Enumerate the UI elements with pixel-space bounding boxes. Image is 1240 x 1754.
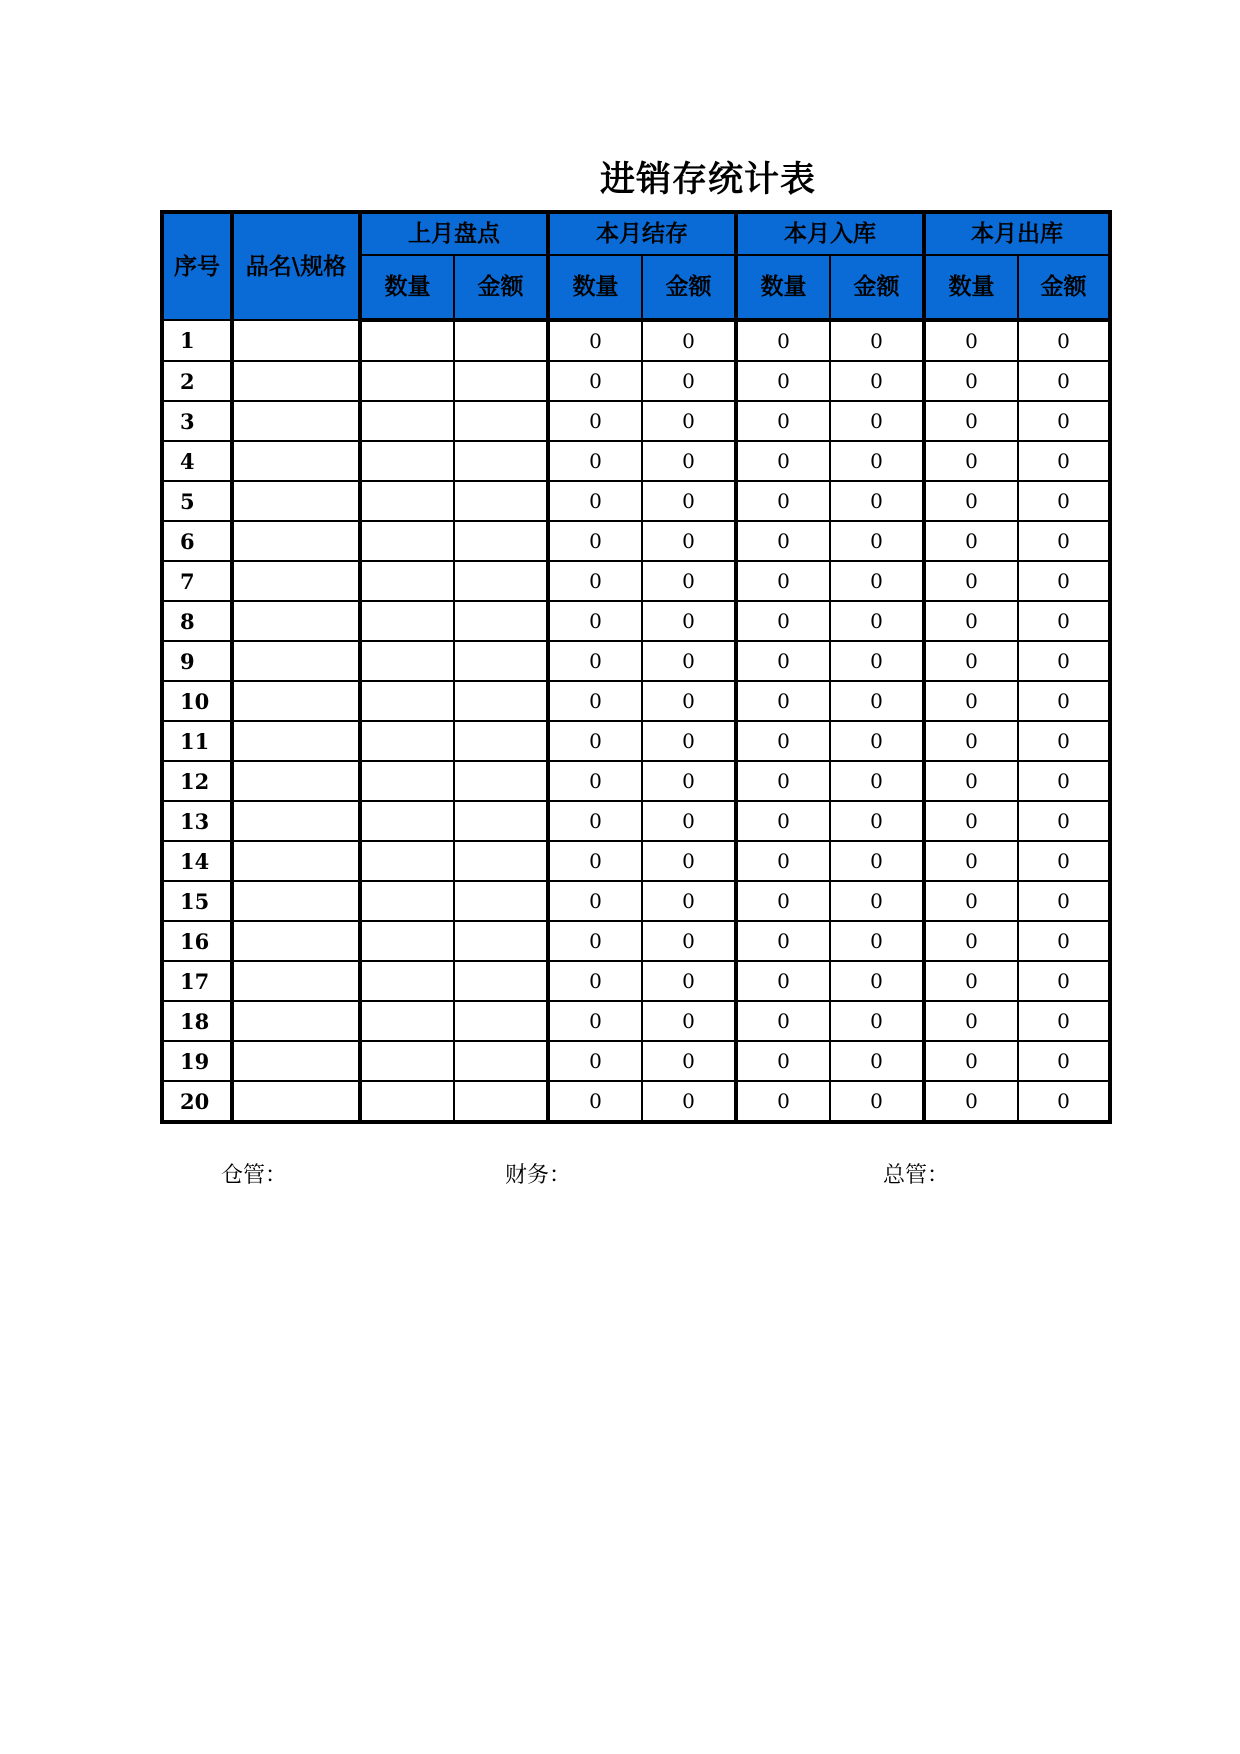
- sheet-title: 进销存统计表: [600, 159, 817, 200]
- row-seq-cell: 19: [162, 1041, 232, 1081]
- outbound-quantity-cell: 0: [924, 801, 1018, 841]
- inbound-amount-cell: 0: [830, 1001, 924, 1041]
- row-seq-cell: 13: [162, 801, 232, 841]
- table-row: [162, 681, 1110, 721]
- table-row: [162, 1081, 1110, 1122]
- balance-quantity-cell: 0: [548, 881, 642, 921]
- outbound-quantity-cell: 0: [924, 361, 1018, 401]
- row-seq-cell: 15: [162, 881, 232, 921]
- table-row: [162, 481, 1110, 521]
- balance-quantity-cell: 0: [548, 561, 642, 601]
- row-seq-cell: 10: [162, 681, 232, 721]
- inbound-amount-cell: 0: [830, 721, 924, 761]
- last-month-quantity-cell: [360, 1041, 454, 1081]
- balance-amount-cell: 0: [642, 921, 736, 961]
- balance-quantity-cell: 0: [548, 721, 642, 761]
- table-row: [162, 641, 1110, 681]
- balance-amount-cell: 0: [642, 1041, 736, 1081]
- last-month-quantity-cell: [360, 561, 454, 601]
- balance-amount-cell: 0: [642, 441, 736, 481]
- last-month-amount-cell: [454, 721, 548, 761]
- last-month-quantity-cell: [360, 801, 454, 841]
- header-amount: 金额: [642, 255, 736, 320]
- last-month-quantity-cell: [360, 1001, 454, 1041]
- last-month-amount-cell: [454, 1001, 548, 1041]
- last-month-amount-cell: [454, 561, 548, 601]
- last-month-quantity-cell: [360, 761, 454, 801]
- table-row: [162, 1041, 1110, 1081]
- inbound-amount-cell: 0: [830, 561, 924, 601]
- last-month-quantity-cell: [360, 601, 454, 641]
- row-seq-cell: 14: [162, 841, 232, 881]
- inbound-quantity-cell: 0: [736, 601, 830, 641]
- item-spec-cell: [232, 921, 360, 961]
- header-quantity: 数量: [924, 255, 1018, 320]
- outbound-quantity-cell: 0: [924, 1041, 1018, 1081]
- inbound-quantity-cell: 0: [736, 841, 830, 881]
- last-month-amount-cell: [454, 481, 548, 521]
- outbound-amount-cell: 0: [1018, 761, 1110, 801]
- last-month-quantity-cell: [360, 521, 454, 561]
- inbound-quantity-cell: 0: [736, 721, 830, 761]
- balance-amount-cell: 0: [642, 1001, 736, 1041]
- inbound-amount-cell: 0: [830, 1041, 924, 1081]
- balance-amount-cell: 0: [642, 320, 736, 361]
- outbound-quantity-cell: 0: [924, 641, 1018, 681]
- outbound-amount-cell: 0: [1018, 561, 1110, 601]
- outbound-quantity-cell: 0: [924, 561, 1018, 601]
- last-month-amount-cell: [454, 681, 548, 721]
- outbound-amount-cell: 0: [1018, 320, 1110, 361]
- inventory-table: [160, 210, 1112, 1124]
- item-spec-cell: [232, 681, 360, 721]
- inbound-quantity-cell: 0: [736, 401, 830, 441]
- header-quantity: 数量: [736, 255, 830, 320]
- inbound-quantity-cell: 0: [736, 361, 830, 401]
- table-row: [162, 921, 1110, 961]
- balance-quantity-cell: 0: [548, 761, 642, 801]
- header-group-row: [162, 212, 1110, 255]
- item-spec-cell: [232, 401, 360, 441]
- row-seq-cell: 4: [162, 441, 232, 481]
- outbound-quantity-cell: 0: [924, 841, 1018, 881]
- inbound-quantity-cell: 0: [736, 521, 830, 561]
- balance-quantity-cell: 0: [548, 681, 642, 721]
- table-row: [162, 361, 1110, 401]
- last-month-amount-cell: [454, 1041, 548, 1081]
- outbound-quantity-cell: 0: [924, 1081, 1018, 1122]
- table-row: [162, 601, 1110, 641]
- inbound-amount-cell: 0: [830, 801, 924, 841]
- balance-quantity-cell: 0: [548, 1001, 642, 1041]
- header-item-spec: 品名\规格: [232, 212, 360, 320]
- inbound-amount-cell: 0: [830, 521, 924, 561]
- item-spec-cell: [232, 761, 360, 801]
- table-row: [162, 561, 1110, 601]
- outbound-amount-cell: 0: [1018, 1001, 1110, 1041]
- outbound-amount-cell: 0: [1018, 881, 1110, 921]
- outbound-amount-cell: 0: [1018, 361, 1110, 401]
- last-month-amount-cell: [454, 761, 548, 801]
- balance-amount-cell: 0: [642, 641, 736, 681]
- last-month-quantity-cell: [360, 961, 454, 1001]
- outbound-quantity-cell: 0: [924, 881, 1018, 921]
- inbound-amount-cell: 0: [830, 761, 924, 801]
- inbound-amount-cell: 0: [830, 681, 924, 721]
- balance-quantity-cell: 0: [548, 441, 642, 481]
- balance-quantity-cell: 0: [548, 1041, 642, 1081]
- header-quantity: 数量: [360, 255, 454, 320]
- outbound-quantity-cell: 0: [924, 721, 1018, 761]
- inbound-quantity-cell: 0: [736, 561, 830, 601]
- last-month-amount-cell: [454, 641, 548, 681]
- row-seq-cell: 6: [162, 521, 232, 561]
- inbound-amount-cell: 0: [830, 841, 924, 881]
- row-seq-cell: 12: [162, 761, 232, 801]
- item-spec-cell: [232, 320, 360, 361]
- signature-manager: 总管：: [883, 1163, 950, 1188]
- inbound-amount-cell: 0: [830, 601, 924, 641]
- header-amount: 金额: [830, 255, 924, 320]
- balance-quantity-cell: 0: [548, 961, 642, 1001]
- item-spec-cell: [232, 1041, 360, 1081]
- outbound-amount-cell: 0: [1018, 681, 1110, 721]
- balance-quantity-cell: 0: [548, 320, 642, 361]
- last-month-quantity-cell: [360, 841, 454, 881]
- header-group-outbound: 本月出库: [924, 212, 1110, 255]
- row-seq-cell: 16: [162, 921, 232, 961]
- outbound-quantity-cell: 0: [924, 961, 1018, 1001]
- row-seq-cell: 11: [162, 721, 232, 761]
- last-month-amount-cell: [454, 441, 548, 481]
- header-amount: 金额: [1018, 255, 1110, 320]
- balance-amount-cell: 0: [642, 361, 736, 401]
- inbound-quantity-cell: 0: [736, 761, 830, 801]
- last-month-amount-cell: [454, 401, 548, 441]
- inbound-quantity-cell: 0: [736, 1001, 830, 1041]
- table-row: [162, 441, 1110, 481]
- balance-amount-cell: 0: [642, 841, 736, 881]
- header-group-inbound: 本月入库: [736, 212, 924, 255]
- item-spec-cell: [232, 721, 360, 761]
- item-spec-cell: [232, 961, 360, 1001]
- outbound-amount-cell: 0: [1018, 961, 1110, 1001]
- balance-quantity-cell: 0: [548, 401, 642, 441]
- last-month-amount-cell: [454, 320, 548, 361]
- last-month-quantity-cell: [360, 320, 454, 361]
- inbound-amount-cell: 0: [830, 921, 924, 961]
- outbound-amount-cell: 0: [1018, 801, 1110, 841]
- inbound-quantity-cell: 0: [736, 481, 830, 521]
- last-month-amount-cell: [454, 961, 548, 1001]
- table-row: [162, 801, 1110, 841]
- table-body: [162, 320, 1110, 1122]
- last-month-quantity-cell: [360, 401, 454, 441]
- inbound-amount-cell: 0: [830, 320, 924, 361]
- inbound-quantity-cell: 0: [736, 881, 830, 921]
- last-month-amount-cell: [454, 841, 548, 881]
- balance-amount-cell: 0: [642, 801, 736, 841]
- row-seq-cell: 7: [162, 561, 232, 601]
- outbound-amount-cell: 0: [1018, 841, 1110, 881]
- item-spec-cell: [232, 441, 360, 481]
- table-row: [162, 521, 1110, 561]
- table-row: [162, 841, 1110, 881]
- item-spec-cell: [232, 521, 360, 561]
- outbound-quantity-cell: 0: [924, 521, 1018, 561]
- row-seq-cell: 20: [162, 1081, 232, 1122]
- inbound-quantity-cell: 0: [736, 801, 830, 841]
- inbound-quantity-cell: 0: [736, 641, 830, 681]
- inbound-quantity-cell: 0: [736, 320, 830, 361]
- last-month-quantity-cell: [360, 921, 454, 961]
- inbound-amount-cell: 0: [830, 641, 924, 681]
- last-month-quantity-cell: [360, 361, 454, 401]
- balance-quantity-cell: 0: [548, 361, 642, 401]
- row-seq-cell: 17: [162, 961, 232, 1001]
- balance-amount-cell: 0: [642, 601, 736, 641]
- last-month-quantity-cell: [360, 881, 454, 921]
- outbound-amount-cell: 0: [1018, 481, 1110, 521]
- last-month-quantity-cell: [360, 1081, 454, 1122]
- row-seq-cell: 8: [162, 601, 232, 641]
- outbound-amount-cell: 0: [1018, 521, 1110, 561]
- outbound-quantity-cell: 0: [924, 681, 1018, 721]
- item-spec-cell: [232, 1081, 360, 1122]
- header-seq: 序号: [162, 212, 232, 320]
- inbound-amount-cell: 0: [830, 361, 924, 401]
- header-quantity: 数量: [548, 255, 642, 320]
- outbound-amount-cell: 0: [1018, 721, 1110, 761]
- balance-amount-cell: 0: [642, 401, 736, 441]
- last-month-amount-cell: [454, 801, 548, 841]
- item-spec-cell: [232, 361, 360, 401]
- row-seq-cell: 1: [162, 320, 232, 361]
- item-spec-cell: [232, 801, 360, 841]
- outbound-quantity-cell: 0: [924, 320, 1018, 361]
- last-month-amount-cell: [454, 521, 548, 561]
- outbound-quantity-cell: 0: [924, 1001, 1018, 1041]
- balance-quantity-cell: 0: [548, 801, 642, 841]
- outbound-quantity-cell: 0: [924, 921, 1018, 961]
- signature-finance: 财务：: [505, 1163, 572, 1188]
- outbound-amount-cell: 0: [1018, 601, 1110, 641]
- row-seq-cell: 3: [162, 401, 232, 441]
- balance-quantity-cell: 0: [548, 921, 642, 961]
- inbound-amount-cell: 0: [830, 401, 924, 441]
- inbound-amount-cell: 0: [830, 1081, 924, 1122]
- item-spec-cell: [232, 561, 360, 601]
- table-row: [162, 761, 1110, 801]
- inbound-amount-cell: 0: [830, 441, 924, 481]
- balance-amount-cell: 0: [642, 521, 736, 561]
- inbound-quantity-cell: 0: [736, 441, 830, 481]
- last-month-amount-cell: [454, 601, 548, 641]
- outbound-amount-cell: 0: [1018, 401, 1110, 441]
- balance-quantity-cell: 0: [548, 1081, 642, 1122]
- signature-line: [0, 1160, 1240, 1192]
- balance-amount-cell: 0: [642, 721, 736, 761]
- header-group-last-month: 上月盘点: [360, 212, 548, 255]
- inbound-quantity-cell: 0: [736, 681, 830, 721]
- header-amount: 金额: [454, 255, 548, 320]
- table-row: [162, 881, 1110, 921]
- inbound-amount-cell: 0: [830, 481, 924, 521]
- outbound-amount-cell: 0: [1018, 1041, 1110, 1081]
- row-seq-cell: 2: [162, 361, 232, 401]
- outbound-quantity-cell: 0: [924, 401, 1018, 441]
- inbound-quantity-cell: 0: [736, 921, 830, 961]
- inbound-quantity-cell: 0: [736, 961, 830, 1001]
- balance-quantity-cell: 0: [548, 641, 642, 681]
- signature-warehouse: 仓管：: [221, 1163, 288, 1188]
- balance-quantity-cell: 0: [548, 841, 642, 881]
- balance-amount-cell: 0: [642, 761, 736, 801]
- last-month-quantity-cell: [360, 721, 454, 761]
- last-month-amount-cell: [454, 881, 548, 921]
- outbound-quantity-cell: 0: [924, 601, 1018, 641]
- balance-amount-cell: 0: [642, 961, 736, 1001]
- header-group-balance: 本月结存: [548, 212, 736, 255]
- item-spec-cell: [232, 601, 360, 641]
- outbound-amount-cell: 0: [1018, 1081, 1110, 1122]
- balance-amount-cell: 0: [642, 881, 736, 921]
- balance-amount-cell: 0: [642, 561, 736, 601]
- outbound-quantity-cell: 0: [924, 441, 1018, 481]
- inbound-amount-cell: 0: [830, 881, 924, 921]
- outbound-amount-cell: 0: [1018, 441, 1110, 481]
- table-row: [162, 961, 1110, 1001]
- table-row: [162, 721, 1110, 761]
- last-month-quantity-cell: [360, 641, 454, 681]
- item-spec-cell: [232, 881, 360, 921]
- inbound-quantity-cell: 0: [736, 1081, 830, 1122]
- row-seq-cell: 9: [162, 641, 232, 681]
- table-row: [162, 1001, 1110, 1041]
- item-spec-cell: [232, 841, 360, 881]
- last-month-amount-cell: [454, 921, 548, 961]
- row-seq-cell: 18: [162, 1001, 232, 1041]
- inbound-amount-cell: 0: [830, 961, 924, 1001]
- item-spec-cell: [232, 641, 360, 681]
- outbound-amount-cell: 0: [1018, 641, 1110, 681]
- balance-quantity-cell: 0: [548, 481, 642, 521]
- balance-amount-cell: 0: [642, 1081, 736, 1122]
- balance-quantity-cell: 0: [548, 521, 642, 561]
- outbound-quantity-cell: 0: [924, 481, 1018, 521]
- last-month-quantity-cell: [360, 481, 454, 521]
- outbound-amount-cell: 0: [1018, 921, 1110, 961]
- row-seq-cell: 5: [162, 481, 232, 521]
- table-row: [162, 401, 1110, 441]
- outbound-quantity-cell: 0: [924, 761, 1018, 801]
- last-month-amount-cell: [454, 361, 548, 401]
- item-spec-cell: [232, 481, 360, 521]
- balance-amount-cell: 0: [642, 481, 736, 521]
- balance-amount-cell: 0: [642, 681, 736, 721]
- inbound-quantity-cell: 0: [736, 1041, 830, 1081]
- item-spec-cell: [232, 1001, 360, 1041]
- table-row: [162, 320, 1110, 361]
- last-month-quantity-cell: [360, 441, 454, 481]
- last-month-quantity-cell: [360, 681, 454, 721]
- balance-quantity-cell: 0: [548, 601, 642, 641]
- last-month-amount-cell: [454, 1081, 548, 1122]
